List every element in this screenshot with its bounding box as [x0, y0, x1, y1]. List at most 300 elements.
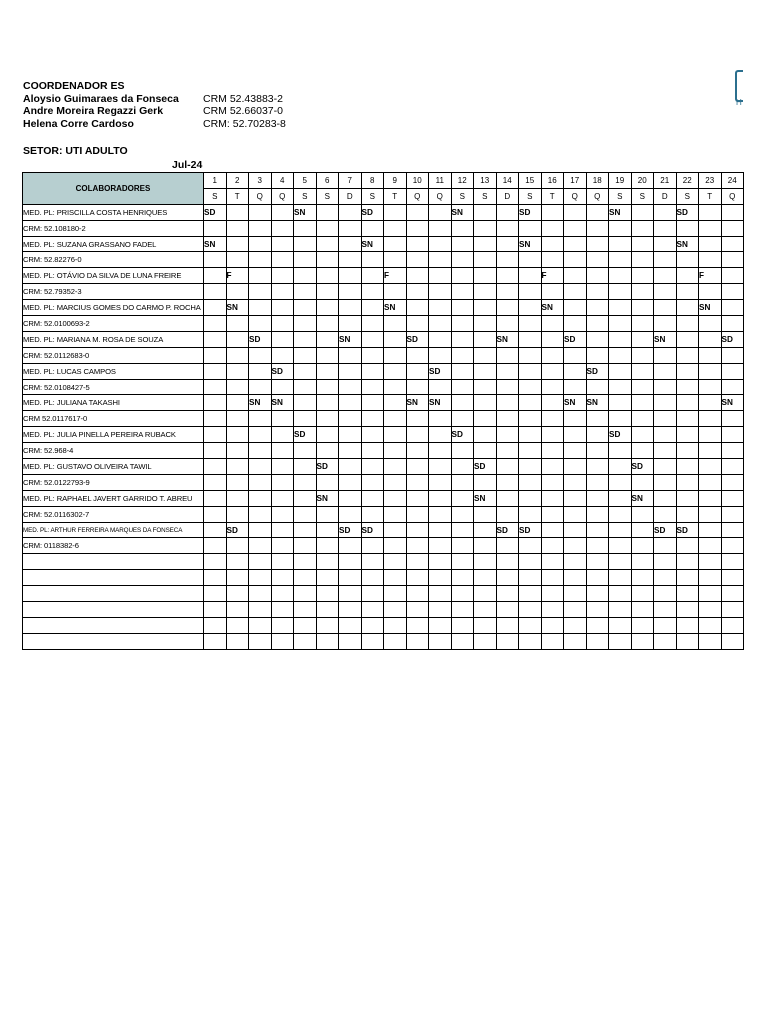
collaborator-label: CRM: 52.0122793-9 [23, 474, 204, 490]
weekday-letter: S [361, 188, 384, 204]
shift-cell [204, 300, 227, 316]
shift-cell [316, 427, 339, 443]
shift-cell [249, 586, 272, 602]
shift-cell: SN [586, 395, 609, 411]
shift-cell [541, 220, 564, 236]
shift-cell [271, 443, 294, 459]
shift-cell [699, 236, 722, 252]
shift-cell [429, 570, 452, 586]
shift-cell [361, 347, 384, 363]
shift-cell: SN [226, 300, 249, 316]
shift-cell [586, 459, 609, 475]
shift-cell [586, 554, 609, 570]
shift-cell [226, 633, 249, 649]
shift-cell [474, 411, 497, 427]
shift-cell [316, 236, 339, 252]
shift-cell [406, 443, 429, 459]
shift-cell [271, 331, 294, 347]
shift-cell [451, 268, 474, 284]
shift-cell: SD [586, 363, 609, 379]
shift-cell [631, 411, 654, 427]
shift-cell [406, 522, 429, 538]
shift-cell [654, 617, 677, 633]
shift-cell [699, 331, 722, 347]
shift-cell [564, 268, 587, 284]
shift-cell [699, 474, 722, 490]
shift-cell [271, 617, 294, 633]
shift-cell [676, 490, 699, 506]
shift-cell [294, 538, 317, 554]
shift-cell [541, 411, 564, 427]
shift-cell [249, 236, 272, 252]
shift-cell [339, 459, 362, 475]
shift-cell [564, 554, 587, 570]
shift-cell [564, 220, 587, 236]
shift-cell: SD [451, 427, 474, 443]
collaborator-label: MED. PL: LUCAS CAMPOS [23, 363, 204, 379]
shift-cell [676, 506, 699, 522]
shift-cell [429, 474, 452, 490]
collaborator-label: MED. PL: MARCIUS GOMES DO CARMO P. ROCHA [23, 300, 204, 316]
shift-cell [609, 443, 632, 459]
shift-cell [676, 474, 699, 490]
collaborator-label: MED. PL: JULIANA TAKASHI [23, 395, 204, 411]
shift-cell [699, 506, 722, 522]
shift-cell [249, 570, 272, 586]
shift-cell [654, 459, 677, 475]
shift-cell [631, 427, 654, 443]
shift-cell: SD [249, 331, 272, 347]
shift-cell [249, 554, 272, 570]
shift-cell [451, 316, 474, 332]
shift-cell [294, 411, 317, 427]
shift-cell [316, 347, 339, 363]
shift-cell [519, 379, 542, 395]
coordinator-name: Helena Corre Cardoso [23, 117, 134, 130]
shift-cell: SD [294, 427, 317, 443]
coordinator-name: Andre Moreira Regazzi Gerk [23, 105, 164, 117]
shift-cell [541, 316, 564, 332]
shift-cell [586, 379, 609, 395]
shift-cell [474, 220, 497, 236]
collaborator-label: CRM: 52.0108427-5 [23, 379, 204, 395]
table-row [23, 617, 744, 633]
shift-cell [496, 284, 519, 300]
shift-cell [654, 284, 677, 300]
shift-cell [654, 443, 677, 459]
shift-cell [294, 459, 317, 475]
shift-cell [721, 411, 744, 427]
shift-cell [519, 459, 542, 475]
shift-cell [699, 363, 722, 379]
shift-cell [631, 268, 654, 284]
shift-cell [451, 602, 474, 618]
shift-cell [271, 427, 294, 443]
shift-cell [721, 522, 744, 538]
shift-cell [474, 427, 497, 443]
shift-cell [271, 554, 294, 570]
shift-cell [339, 316, 362, 332]
shift-cell [339, 570, 362, 586]
shift-cell [721, 602, 744, 618]
shift-cell [451, 363, 474, 379]
shift-cell: SD [564, 331, 587, 347]
shift-cell [609, 347, 632, 363]
shift-cell [294, 443, 317, 459]
shift-cell [316, 284, 339, 300]
shift-cell [676, 617, 699, 633]
shift-cell [361, 633, 384, 649]
weekday-letter: S [631, 188, 654, 204]
collaborator-label: CRM: 0118382-6 [23, 538, 204, 554]
day-number: 13 [474, 173, 497, 189]
shift-cell: SD [519, 204, 542, 220]
shift-cell [226, 220, 249, 236]
shift-cell [294, 474, 317, 490]
shift-cell [249, 284, 272, 300]
shift-cell [474, 554, 497, 570]
shift-cell [699, 586, 722, 602]
shift-cell [654, 204, 677, 220]
shift-cell [699, 347, 722, 363]
shift-cell [249, 602, 272, 618]
shift-cell [204, 474, 227, 490]
shift-cell [451, 395, 474, 411]
shift-cell: F [226, 268, 249, 284]
shift-cell [204, 522, 227, 538]
shift-cell [721, 633, 744, 649]
shift-cell [204, 252, 227, 268]
shift-cell [361, 443, 384, 459]
shift-cell [586, 427, 609, 443]
day-number: 16 [541, 173, 564, 189]
shift-cell [316, 538, 339, 554]
shift-cell [654, 538, 677, 554]
shift-cell [406, 236, 429, 252]
shift-cell [451, 347, 474, 363]
shift-cell [496, 347, 519, 363]
shift-cell [361, 379, 384, 395]
shift-cell [654, 395, 677, 411]
table-row [23, 252, 744, 268]
shift-cell [384, 252, 407, 268]
shift-cell [361, 331, 384, 347]
shift-cell [721, 506, 744, 522]
shift-cell [496, 252, 519, 268]
shift-cell [294, 236, 317, 252]
shift-cell [721, 586, 744, 602]
table-row [23, 602, 744, 618]
day-number: 14 [496, 173, 519, 189]
shift-cell [519, 554, 542, 570]
shift-cell [541, 490, 564, 506]
shift-cell [451, 633, 474, 649]
shift-cell [654, 220, 677, 236]
shift-cell [519, 586, 542, 602]
weekday-letter: D [339, 188, 362, 204]
shift-cell [294, 363, 317, 379]
shift-cell [474, 331, 497, 347]
shift-cell [361, 602, 384, 618]
shift-cell: SN [609, 204, 632, 220]
shift-cell [316, 506, 339, 522]
shift-cell [564, 570, 587, 586]
shift-cell [541, 347, 564, 363]
shift-cell [316, 586, 339, 602]
weekday-letter: Q [564, 188, 587, 204]
shift-cell [564, 411, 587, 427]
table-row [23, 331, 744, 347]
shift-cell [384, 379, 407, 395]
collaborator-label: CRM 52.0117617-0 [23, 411, 204, 427]
shift-cell [474, 300, 497, 316]
shift-cell [496, 459, 519, 475]
shift-cell [406, 252, 429, 268]
shift-cell [609, 284, 632, 300]
shift-cell [474, 316, 497, 332]
shift-cell [339, 617, 362, 633]
shift-cell: SN [474, 490, 497, 506]
shift-cell [721, 300, 744, 316]
shift-cell [406, 474, 429, 490]
table-row [23, 633, 744, 649]
shift-cell [564, 538, 587, 554]
table-row [23, 427, 744, 443]
shift-cell [204, 443, 227, 459]
shift-cell [204, 554, 227, 570]
table-row [23, 347, 744, 363]
shift-cell [654, 586, 677, 602]
shift-cell: SD [676, 204, 699, 220]
shift-cell [294, 347, 317, 363]
shift-cell [271, 284, 294, 300]
shift-cell [609, 316, 632, 332]
shift-cell [451, 617, 474, 633]
shift-cell [721, 459, 744, 475]
shift-cell [541, 443, 564, 459]
shift-cell: SN [294, 204, 317, 220]
shift-cell [406, 459, 429, 475]
shift-cell [676, 411, 699, 427]
shift-cell [406, 300, 429, 316]
shift-cell [204, 602, 227, 618]
shift-cell [496, 474, 519, 490]
shift-cell [586, 522, 609, 538]
shift-cell [271, 252, 294, 268]
shift-cell [519, 347, 542, 363]
shift-cell [316, 220, 339, 236]
shift-cell [654, 411, 677, 427]
shift-cell [204, 379, 227, 395]
weekday-letter: Q [249, 188, 272, 204]
shift-cell [474, 443, 497, 459]
shift-cell [226, 347, 249, 363]
shift-cell [541, 459, 564, 475]
shift-cell: SD [361, 204, 384, 220]
shift-cell [204, 316, 227, 332]
shift-cell [249, 490, 272, 506]
shift-cell [676, 268, 699, 284]
shift-cell [631, 522, 654, 538]
shift-cell [676, 459, 699, 475]
shift-cell [631, 395, 654, 411]
shift-cell [339, 379, 362, 395]
shift-cell [406, 379, 429, 395]
shift-cell [496, 204, 519, 220]
shift-cell: SN [564, 395, 587, 411]
shift-cell [541, 522, 564, 538]
shift-cell [226, 617, 249, 633]
shift-cell [586, 538, 609, 554]
shift-cell [316, 204, 339, 220]
collaborator-label: CRM: 52.0100693-2 [23, 316, 204, 332]
shift-cell [474, 284, 497, 300]
shift-cell [384, 586, 407, 602]
shift-cell [654, 570, 677, 586]
shift-cell [541, 379, 564, 395]
weekday-letter: Q [586, 188, 609, 204]
shift-cell [384, 236, 407, 252]
shift-cell [474, 506, 497, 522]
shift-cell [384, 459, 407, 475]
shift-cell [294, 554, 317, 570]
shift-cell [564, 284, 587, 300]
shift-cell [676, 538, 699, 554]
shift-cell [429, 459, 452, 475]
shift-cell [361, 538, 384, 554]
shift-cell [226, 490, 249, 506]
shift-cell [384, 538, 407, 554]
shift-cell [384, 363, 407, 379]
shift-cell: SD [496, 522, 519, 538]
shift-cell: SD [271, 363, 294, 379]
shift-cell [204, 490, 227, 506]
shift-cell [451, 474, 474, 490]
shift-cell [451, 506, 474, 522]
collaborator-label: MED. PL: OTÁVIO DA SILVA DE LUNA FREIRE [23, 268, 204, 284]
shift-cell [451, 284, 474, 300]
shift-cell [631, 443, 654, 459]
shift-cell [384, 395, 407, 411]
shift-cell: SN [361, 236, 384, 252]
shift-cell [429, 268, 452, 284]
shift-cell [654, 602, 677, 618]
shift-cell [541, 602, 564, 618]
shift-cell [699, 220, 722, 236]
shift-cell [361, 554, 384, 570]
shift-cell [316, 554, 339, 570]
shift-cell [541, 570, 564, 586]
coordinators-block [23, 80, 286, 130]
shift-cell [564, 522, 587, 538]
shift-cell [699, 570, 722, 586]
shift-cell [339, 220, 362, 236]
table-row [23, 522, 744, 538]
shift-cell [519, 490, 542, 506]
shift-cell [429, 554, 452, 570]
shift-cell [271, 220, 294, 236]
shift-cell [496, 617, 519, 633]
shift-cell [226, 379, 249, 395]
shift-cell [226, 427, 249, 443]
shift-cell [316, 316, 339, 332]
day-number: 5 [294, 173, 317, 189]
shift-cell [609, 236, 632, 252]
shift-cell [721, 284, 744, 300]
shift-cell [496, 300, 519, 316]
shift-cell [609, 586, 632, 602]
shift-cell [721, 316, 744, 332]
shift-cell [474, 602, 497, 618]
shift-cell [586, 204, 609, 220]
shift-cell [384, 617, 407, 633]
shift-cell [496, 538, 519, 554]
shift-cell [204, 586, 227, 602]
shift-cell [226, 284, 249, 300]
shift-cell [541, 204, 564, 220]
shift-cell [451, 490, 474, 506]
shift-cell [586, 300, 609, 316]
shift-cell [451, 586, 474, 602]
shift-cell [271, 586, 294, 602]
shift-cell [586, 236, 609, 252]
shift-cell [226, 459, 249, 475]
weekday-letter: T [384, 188, 407, 204]
shift-cell [271, 411, 294, 427]
shift-cell [316, 570, 339, 586]
shift-cell [339, 554, 362, 570]
coordinator-crm: CRM 52.66037-0 [203, 105, 283, 117]
table-row [23, 300, 744, 316]
coordinators-title: COORDENADOR ES [23, 80, 125, 92]
day-number: 7 [339, 173, 362, 189]
shift-cell [226, 316, 249, 332]
shift-cell [249, 252, 272, 268]
weekday-letter: Q [429, 188, 452, 204]
shift-cell [676, 633, 699, 649]
shift-cell [519, 411, 542, 427]
table-row [23, 316, 744, 332]
shift-cell [586, 347, 609, 363]
shift-cell [721, 617, 744, 633]
shift-cell [654, 268, 677, 284]
shift-cell [676, 586, 699, 602]
shift-cell [586, 268, 609, 284]
shift-cell [721, 474, 744, 490]
shift-cell [699, 459, 722, 475]
shift-cell [631, 586, 654, 602]
shift-cell [609, 617, 632, 633]
shift-cell [271, 236, 294, 252]
shift-cell: SN [406, 395, 429, 411]
collaborator-label: MED. PL: JULIA PINELLA PEREIRA RUBACK [23, 427, 204, 443]
table-row [23, 506, 744, 522]
shift-cell [204, 570, 227, 586]
collaborator-label: CRM: 52.968-4 [23, 443, 204, 459]
shift-cell [249, 363, 272, 379]
shift-cell [586, 474, 609, 490]
table-row [23, 379, 744, 395]
shift-cell [429, 236, 452, 252]
shift-cell [676, 316, 699, 332]
shift-cell [541, 554, 564, 570]
shift-cell [586, 284, 609, 300]
coordinator-row [23, 105, 286, 118]
shift-cell [316, 411, 339, 427]
shift-cell [294, 617, 317, 633]
shift-cell [361, 474, 384, 490]
shift-cell [631, 363, 654, 379]
